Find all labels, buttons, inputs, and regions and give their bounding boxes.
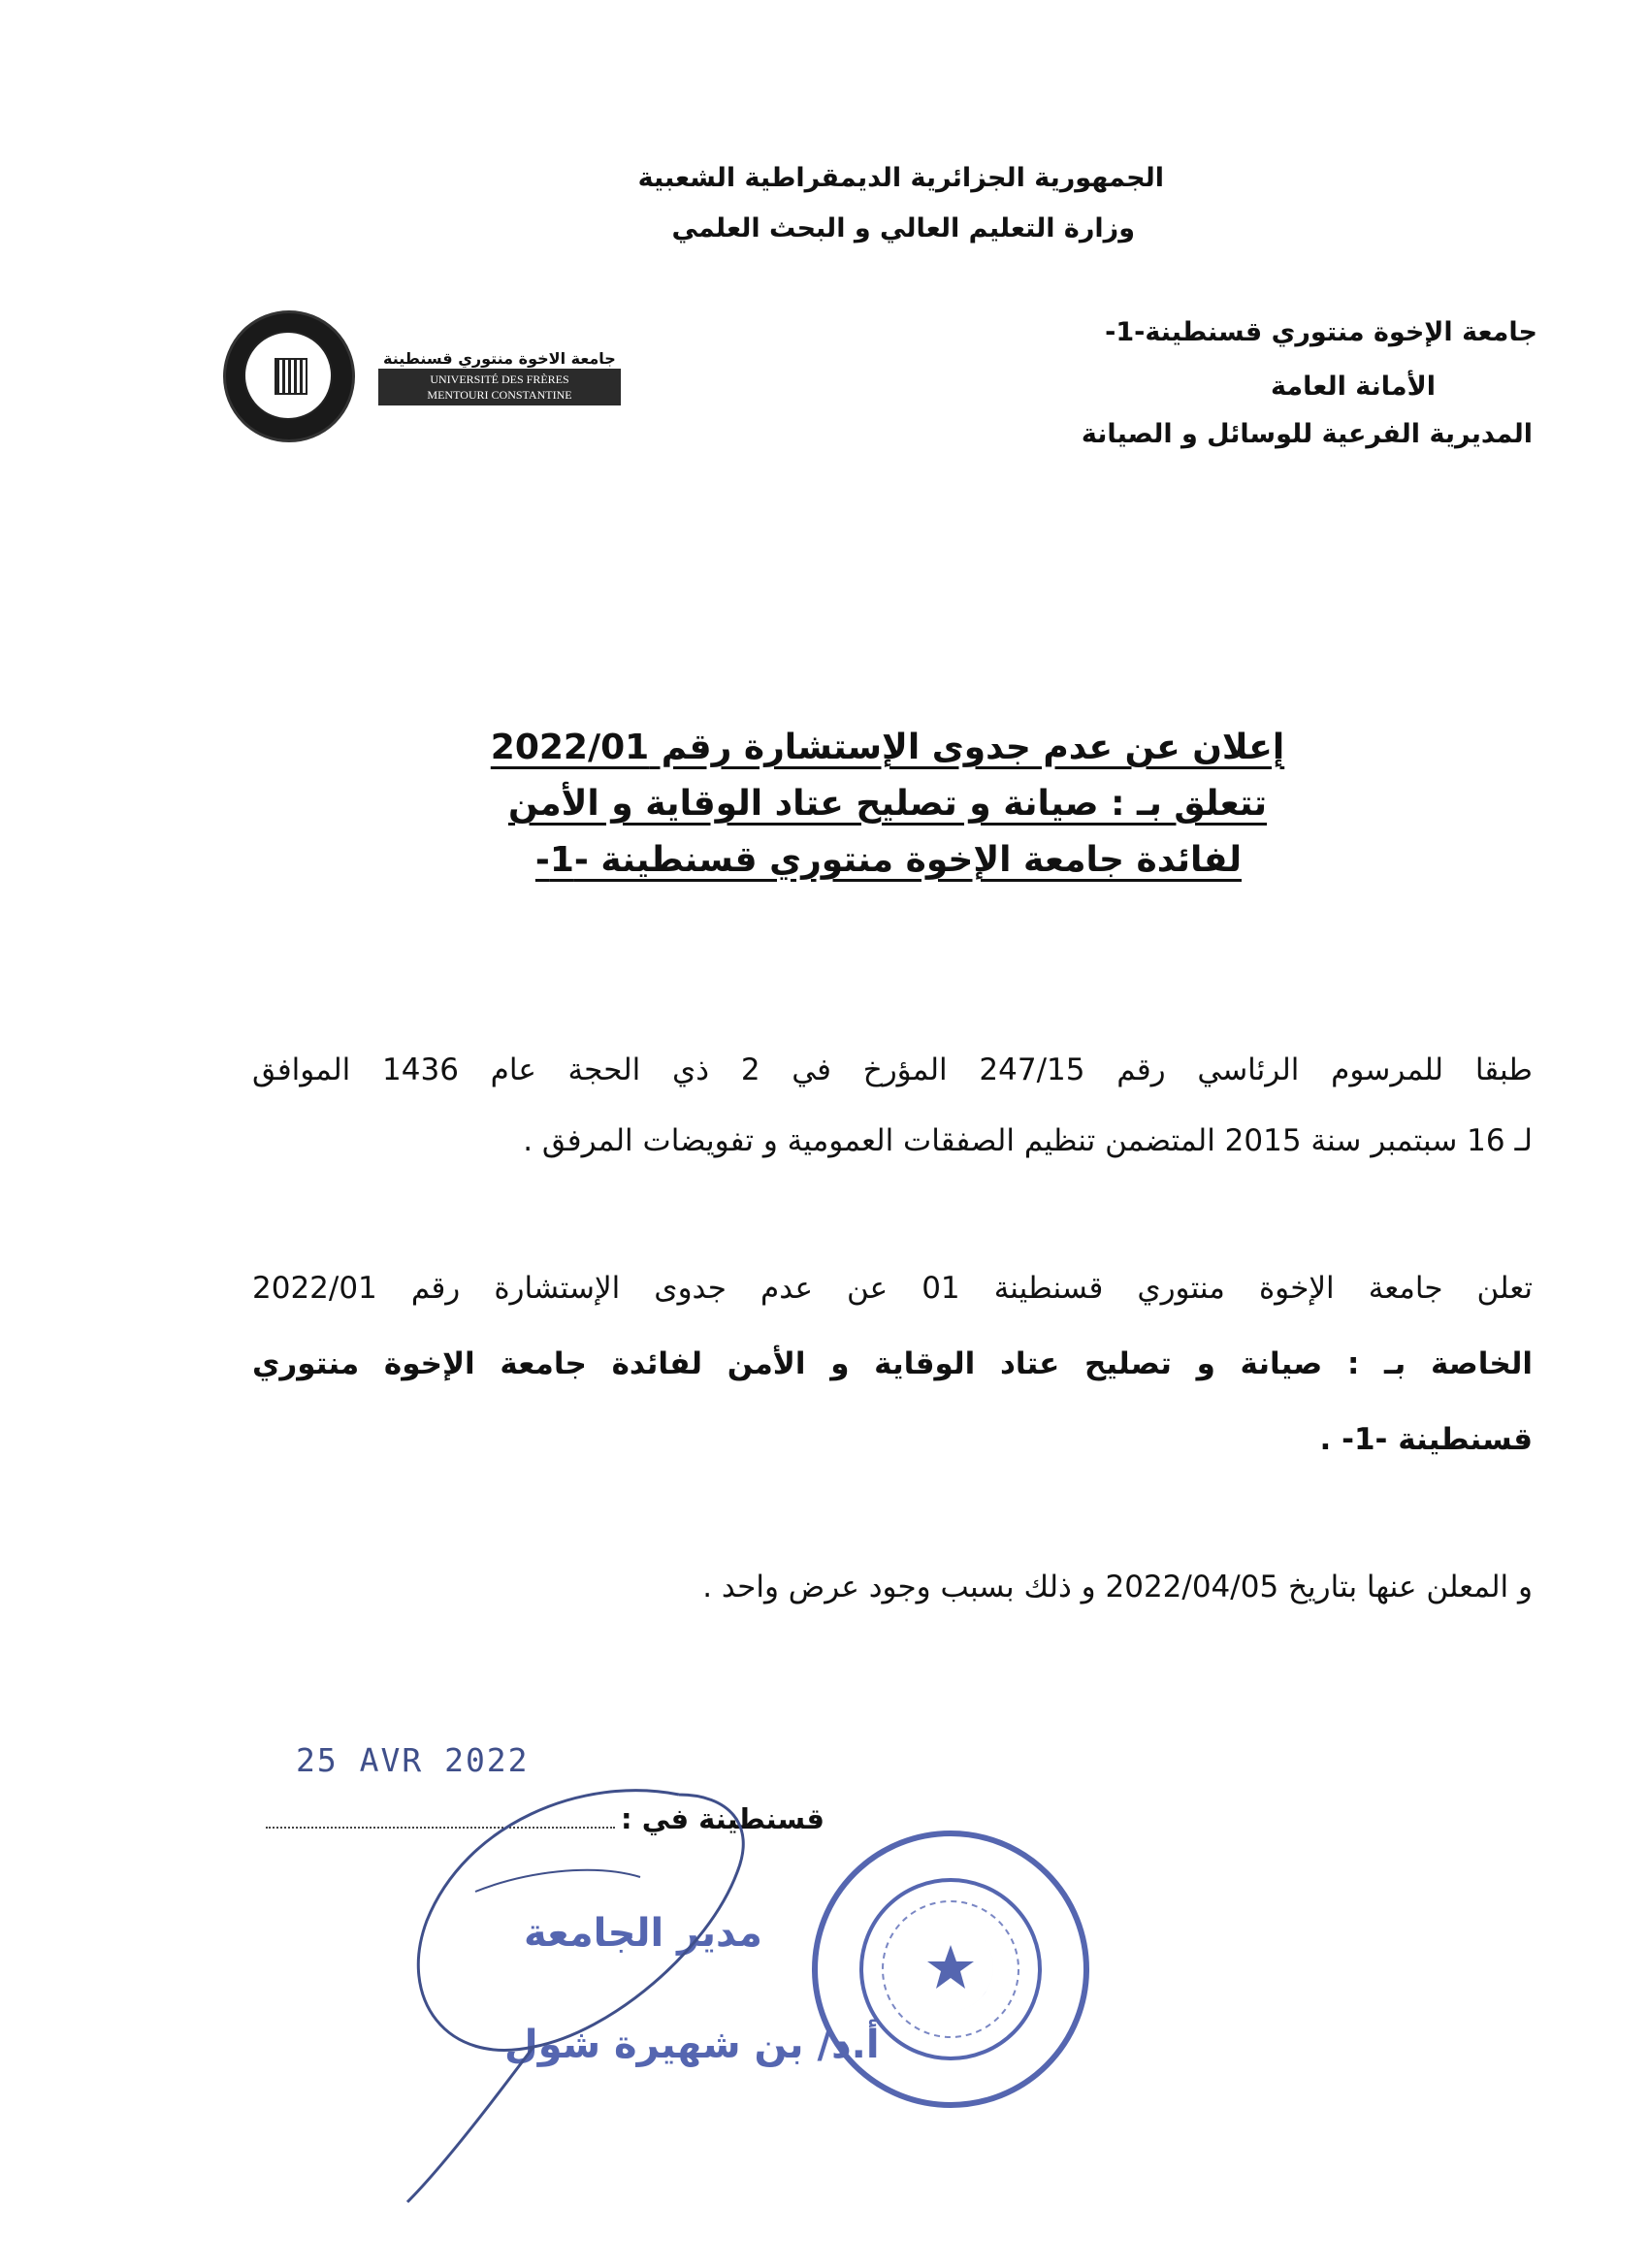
body-p2-line1: تعلن جامعة الإخوة منتوري قسنطينة 01 عن عدم جدوى الإستشارة رقم 2022/01 bbox=[252, 1271, 1533, 1306]
logo-name-fr: UNIVERSITÉ DES FRÈRES MENTOURI CONSTANTINE bbox=[378, 369, 621, 405]
body-p1-line2: لـ 16 سبتمبر سنة 2015 المتضمن تنظيم الصفقات العمومية و تفويضات المرفق . bbox=[523, 1123, 1533, 1158]
body-p2-line2: الخاصة بـ : صيانة و تصليح عتاد الوقاية و الأمن لفائدة جامعة الإخوة منتوري bbox=[252, 1346, 1533, 1381]
announcement-beneficiary: لفائدة جامعة الإخوة منتوري قسنطينة -1- bbox=[534, 840, 1242, 880]
university-emblem-icon bbox=[223, 310, 355, 442]
signatory-name: أ.د/ بن شهيرة شول bbox=[504, 2023, 880, 2067]
header-general-secretariat: الأمانة العامة bbox=[1271, 372, 1436, 402]
body-p3-line1: و المعلن عنها بتاريخ 2022/04/05 و ذلك بسبب وجود عرض واحد . bbox=[702, 1570, 1533, 1604]
signatory-title: مدير الجامعة bbox=[524, 1911, 762, 1956]
header-sub-directorate: المديرية الفرعية للوسائل و الصيانة bbox=[1081, 419, 1533, 449]
university-logo bbox=[223, 310, 630, 437]
announcement-title: إعلان عن عدم جدوى الإستشارة رقم 2022/01 bbox=[490, 728, 1285, 767]
announcement-subject: تتعلق بـ : صيانة و تصليح عتاد الوقاية و الأمن bbox=[507, 784, 1268, 824]
body-p2-line3: قسنطينة -1- . bbox=[1319, 1422, 1533, 1457]
received-date-stamp: 25 AVR 2022 bbox=[296, 1741, 530, 1779]
place-label: قسنطينة في : bbox=[621, 1802, 824, 1835]
logo-name-ar: جامعة الاخوة منتوري قسنطينة bbox=[383, 349, 616, 368]
official-seal-icon bbox=[805, 1824, 1096, 2115]
header-ministry: وزارة التعليم العالي و البحث العلمي bbox=[671, 213, 1135, 243]
body-p1-line1: طبقا للمرسوم الرئاسي رقم 247/15 المؤرخ في 2 ذي الحجة عام 1436 الموافق bbox=[252, 1053, 1533, 1087]
header-republic: الجمهورية الجزائرية الديمقراطية الشعبية bbox=[637, 163, 1164, 193]
header-university: جامعة الإخوة منتوري قسنطينة-1- bbox=[1105, 317, 1537, 347]
